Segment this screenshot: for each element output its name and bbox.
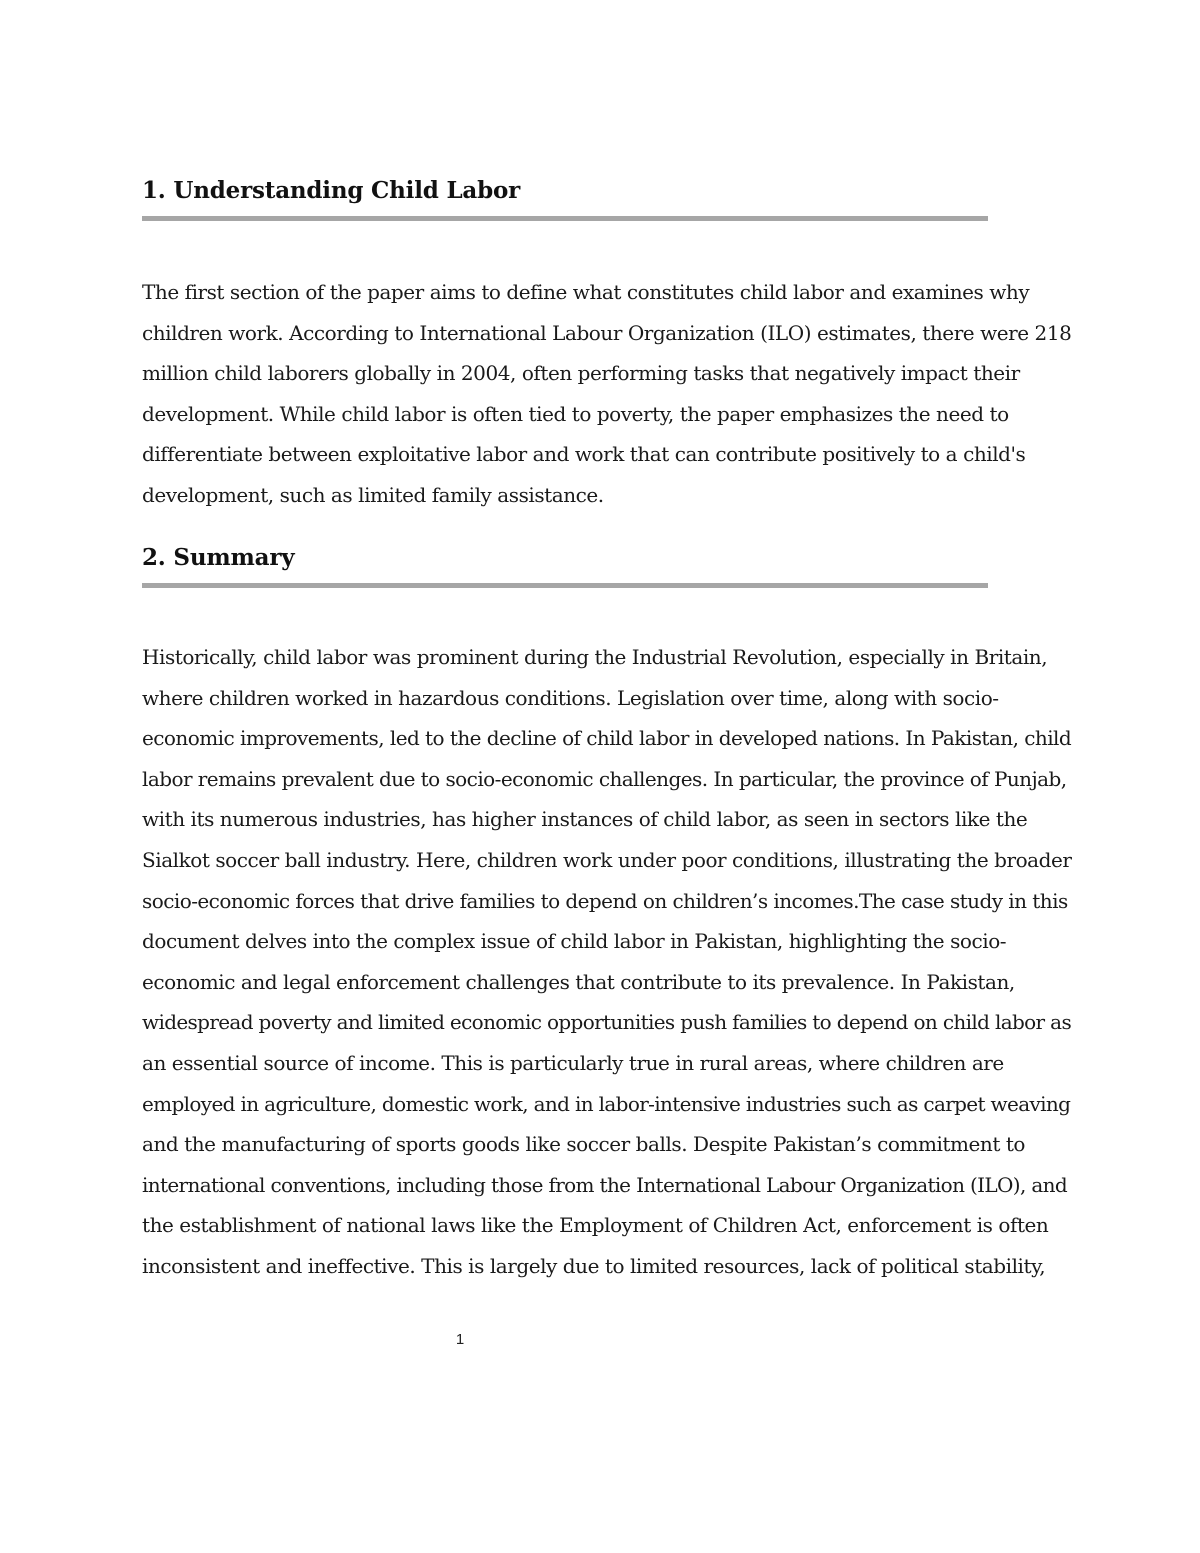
text-line: The first section of the paper aims to define what constitutes child labor and examines why [142, 280, 1030, 304]
text-line: development. While child labor is often tied to poverty, the paper emphasizes the need to [142, 401, 1009, 426]
text-line: economic improvements, led to the decline of child labor in developed nations. In Pakistan, child [142, 726, 1072, 751]
text-line: the establishment of national laws like the Employment of Children Act, enforcement is often [142, 1213, 1049, 1238]
text-line: development, such as limited family assistance. [142, 482, 604, 507]
text-line: economic and legal enforcement challenges that contribute to its prevalence. In Pakistan, [142, 969, 1015, 994]
text-line: an essential source of income. This is particularly true in rural areas, where children are [142, 1050, 1004, 1075]
page-number: 1 [455, 1331, 465, 1348]
section-body-summary [142, 637, 1072, 1287]
section-divider-rule [142, 216, 988, 221]
text-line: widespread poverty and limited economic opportunities push families to depend on child labor as [142, 1010, 1072, 1035]
text-line: where children worked in hazardous conditions. Legislation over time, along with socio- [142, 685, 999, 710]
text-line: Historically, child labor was prominent during the Industrial Revolution, especially in Britain, [142, 645, 1048, 669]
text-line: employed in agriculture, domestic work, and in labor-intensive industries such as carpet weaving [142, 1091, 1071, 1116]
text-line: document delves into the complex issue of child labor in Pakistan, highlighting the socio- [142, 929, 1007, 954]
text-line: million child laborers globally in 2004, often performing tasks that negatively impact their [142, 361, 1020, 386]
text-line: international conventions, including those from the International Labour Organization (ILO), and [142, 1172, 1068, 1197]
text-line: children work. According to International Labour Organization (ILO) estimates, there were 218 [142, 320, 1072, 345]
section-heading-summary: 2. Summary [142, 544, 295, 571]
text-line: and the manufacturing of sports goods like soccer balls. Despite Pakistan’s commitment to [142, 1132, 1026, 1157]
text-line: Sialkot soccer ball industry. Here, children work under poor conditions, illustrating the broader [142, 847, 1072, 872]
text-line: socio-economic forces that drive families to depend on children’s incomes.The case study in this [142, 888, 1068, 913]
section-heading-understanding-child-labor: 1. Understanding Child Labor [142, 177, 521, 204]
text-line: labor remains prevalent due to socio-economic challenges. In particular, the province of Punjab, [142, 766, 1067, 791]
section-body-understanding-child-labor [142, 272, 1072, 516]
section-divider-rule [142, 583, 988, 588]
text-line: differentiate between exploitative labor and work that can contribute positively to a child's [142, 442, 1026, 467]
text-line: inconsistent and ineffective. This is largely due to limited resources, lack of political stability, [142, 1253, 1046, 1278]
text-line: with its numerous industries, has higher instances of child labor, as seen in sectors like the [142, 807, 1028, 832]
